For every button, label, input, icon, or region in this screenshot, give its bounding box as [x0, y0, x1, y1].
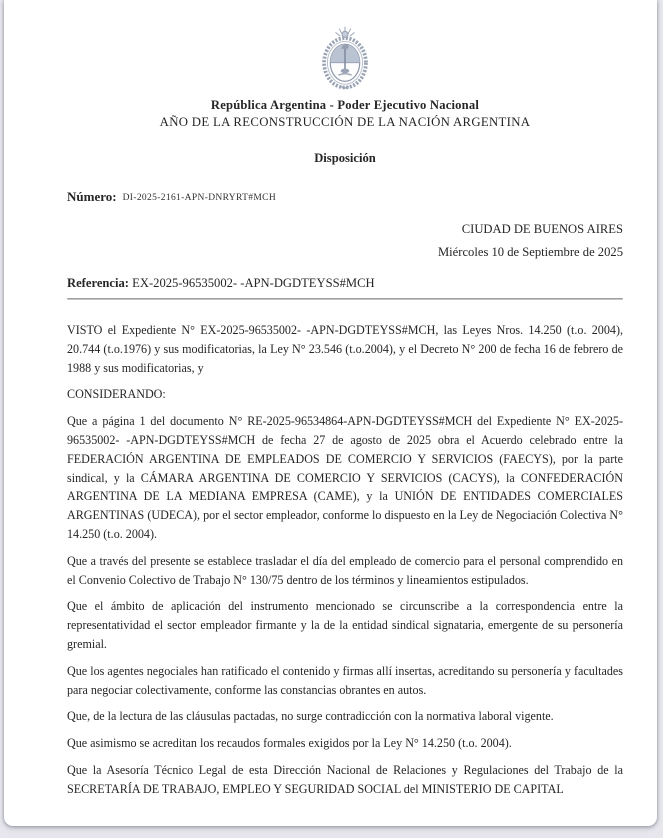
considerando-heading: CONSIDERANDO: — [67, 387, 166, 402]
year-motto: AÑO DE LA RECONSTRUCCIÓN DE LA NACIÓN ARGENTINA — [159, 115, 531, 129]
separator-rule — [67, 298, 623, 300]
document-page — [4, 0, 657, 826]
document-number-row — [67, 189, 623, 205]
body-paragraph: Que la Asesoría Técnico Legal de esta Dirección Nacional de Relaciones y Regulaciones del Trabajo de la SECRETARÍA DE TRABAJO, EMPLEO Y SEGURIDAD SOCIAL del MINISTERIO DE CAPITAL — [67, 762, 623, 796]
reference-label: Referencia: — [67, 276, 130, 290]
body-paragraph: Que asimismo se acreditan los recaudos formales exigidos por la Ley N° 14.250 (t.o. 2004). — [67, 736, 512, 751]
reference-row — [67, 276, 623, 291]
body-paragraph: Que a página 1 del documento N° RE-2025-96534864-APN-DGDTEYSS#MCH del Expediente N° EX-2025-96535002- -APN-DGDTEYSS#MCH de fecha 27 de agosto de 2025 obra el Acuerdo celebrado entre la FEDERACIÓN ARGENTINA DE EMPLEADOS DE COMERCIO Y SERVICIOS (FAECYS), por la parte sindical, y la CÁMARA ARGENTINA DE COMERCIO Y SERVICIOS (CACYS), la CONFEDERACIÓN ARGENTINA DE LA MEDIANA EMPRESA (CAME), y la UNIÓN DE ENTIDADES COMERCIALES ARGENTINAS (UDECA), por el sector empleador, conforme lo dispuesto en la Ley de Negociación Colectiva N° 14.250 (t.o. 2004). — [67, 414, 623, 541]
visto-paragraph: VISTO el Expediente N° EX-2025-96535002- -APN-DGDTEYSS#MCH, las Leyes Nros. 14.250 (t.o. 2004), 20.744 (t.o.1976) y sus modificatorias, la Ley N° 23.546 (t.o.2004), y el Decreto N° 200 de fecha 16 de febrero de 1988 y sus modificatorias, y — [67, 323, 623, 375]
body-paragraph: Que el ámbito de aplicación del instrumento mencionado se circunscribe a la correspondencia entre la representatividad el sector empleador firmante y la de la entidad sindical signataria, emergente de su personería gremial. — [67, 599, 623, 651]
org-title: República Argentina - Poder Ejecutivo Nacional — [210, 98, 480, 112]
document-body — [67, 321, 623, 799]
document-header — [67, 25, 623, 166]
number-value: DI-2025-2161-APN-DNRYRT#MCH — [122, 193, 277, 203]
date-line: Miércoles 10 de Septiembre de 2025 — [437, 244, 623, 259]
reference-value: EX-2025-96535002- -APN-DGDTEYSS#MCH — [132, 276, 375, 290]
body-paragraph: Que los agentes negociales han ratificado el contenido y firmas allí insertas, acreditando su personería y facultades para negociar colectivamente, conforme las constancias obrantes en autos. — [67, 663, 623, 697]
number-label: Número: — [67, 189, 117, 204]
body-paragraph: Que a través del presente se establece trasladar el día del empleado de comercio para el personal comprendido en el Convenio Colectivo de Trabajo N° 130/75 dentro de los términos y lineamientos estipulados. — [67, 553, 623, 587]
city-line: CIUDAD DE BUENOS AIRES — [461, 222, 623, 236]
coat-of-arms-icon — [67, 25, 623, 93]
body-paragraph: Que, de la lectura de las cláusulas pactadas, no surge contradicción con la normativa laboral vigente. — [67, 709, 554, 724]
place-date-block — [67, 218, 623, 263]
doc-type-title: Disposición — [314, 151, 376, 165]
